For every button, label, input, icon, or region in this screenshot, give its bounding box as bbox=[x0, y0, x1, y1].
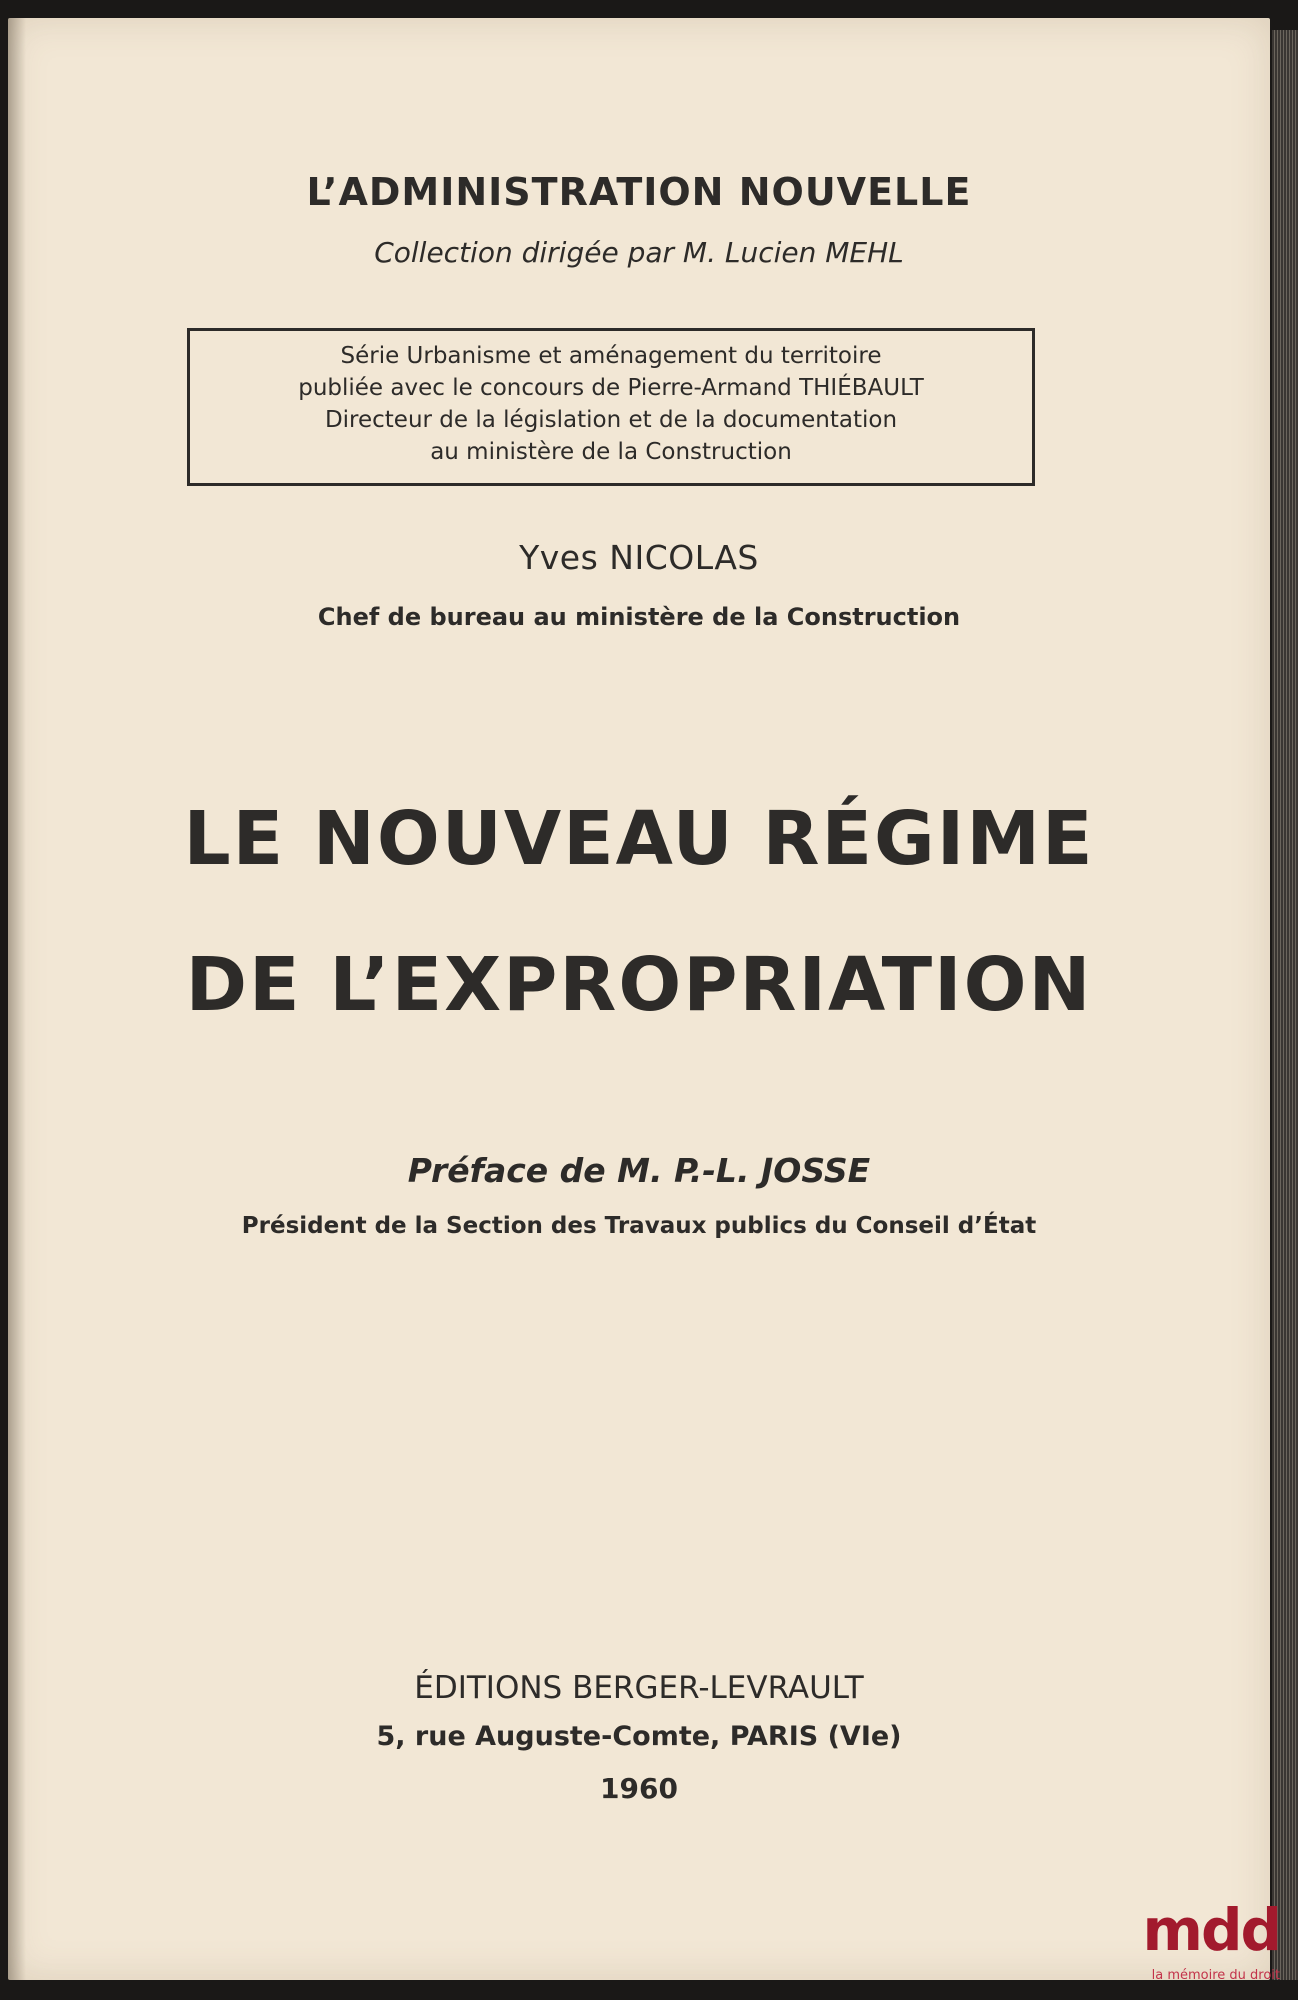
collection-editor: Collection dirigée par M. Lucien MEHL bbox=[374, 236, 904, 269]
preface-author: Préface de M. P.-L. JOSSE bbox=[407, 1151, 871, 1190]
series-title: L’ADMINISTRATION NOUVELLE bbox=[306, 170, 972, 214]
author-name: Yves NICOLAS bbox=[519, 538, 759, 577]
page-edges bbox=[1272, 30, 1298, 1980]
series-box-line-3: Directeur de la législation et de la documentation bbox=[324, 407, 898, 433]
mdd-logo-mark: mdd bbox=[1142, 1896, 1280, 1964]
publisher-name: ÉDITIONS BERGER-LEVRAULT bbox=[414, 1670, 864, 1706]
mdd-logo bbox=[1130, 1898, 1280, 1988]
series-box-line-1: Série Urbanisme et aménagement du territoire bbox=[340, 343, 882, 369]
book-title-line-2: DE L’EXPROPRIATION bbox=[185, 942, 1093, 1028]
series-box-line-2: publiée avec le concours de Pierre-Armand THIÉBAULT bbox=[298, 375, 924, 401]
publisher-address: 5, rue Auguste-Comte, PARIS (VIe) bbox=[376, 1721, 902, 1752]
gutter-shadow bbox=[8, 18, 26, 1980]
mdd-logo-tagline: la mémoire du droit bbox=[1151, 1968, 1280, 1983]
book-page bbox=[8, 18, 1270, 1980]
author-role: Chef de bureau au ministère de la Construction bbox=[317, 603, 961, 631]
publication-year: 1960 bbox=[600, 1772, 678, 1805]
book-title-line-1: LE NOUVEAU RÉGIME bbox=[183, 796, 1095, 882]
series-box bbox=[187, 328, 1035, 486]
preface-author-role: Président de la Section des Travaux publics du Conseil d’État bbox=[241, 1213, 1037, 1239]
series-box-line-4: au ministère de la Construction bbox=[430, 439, 792, 465]
